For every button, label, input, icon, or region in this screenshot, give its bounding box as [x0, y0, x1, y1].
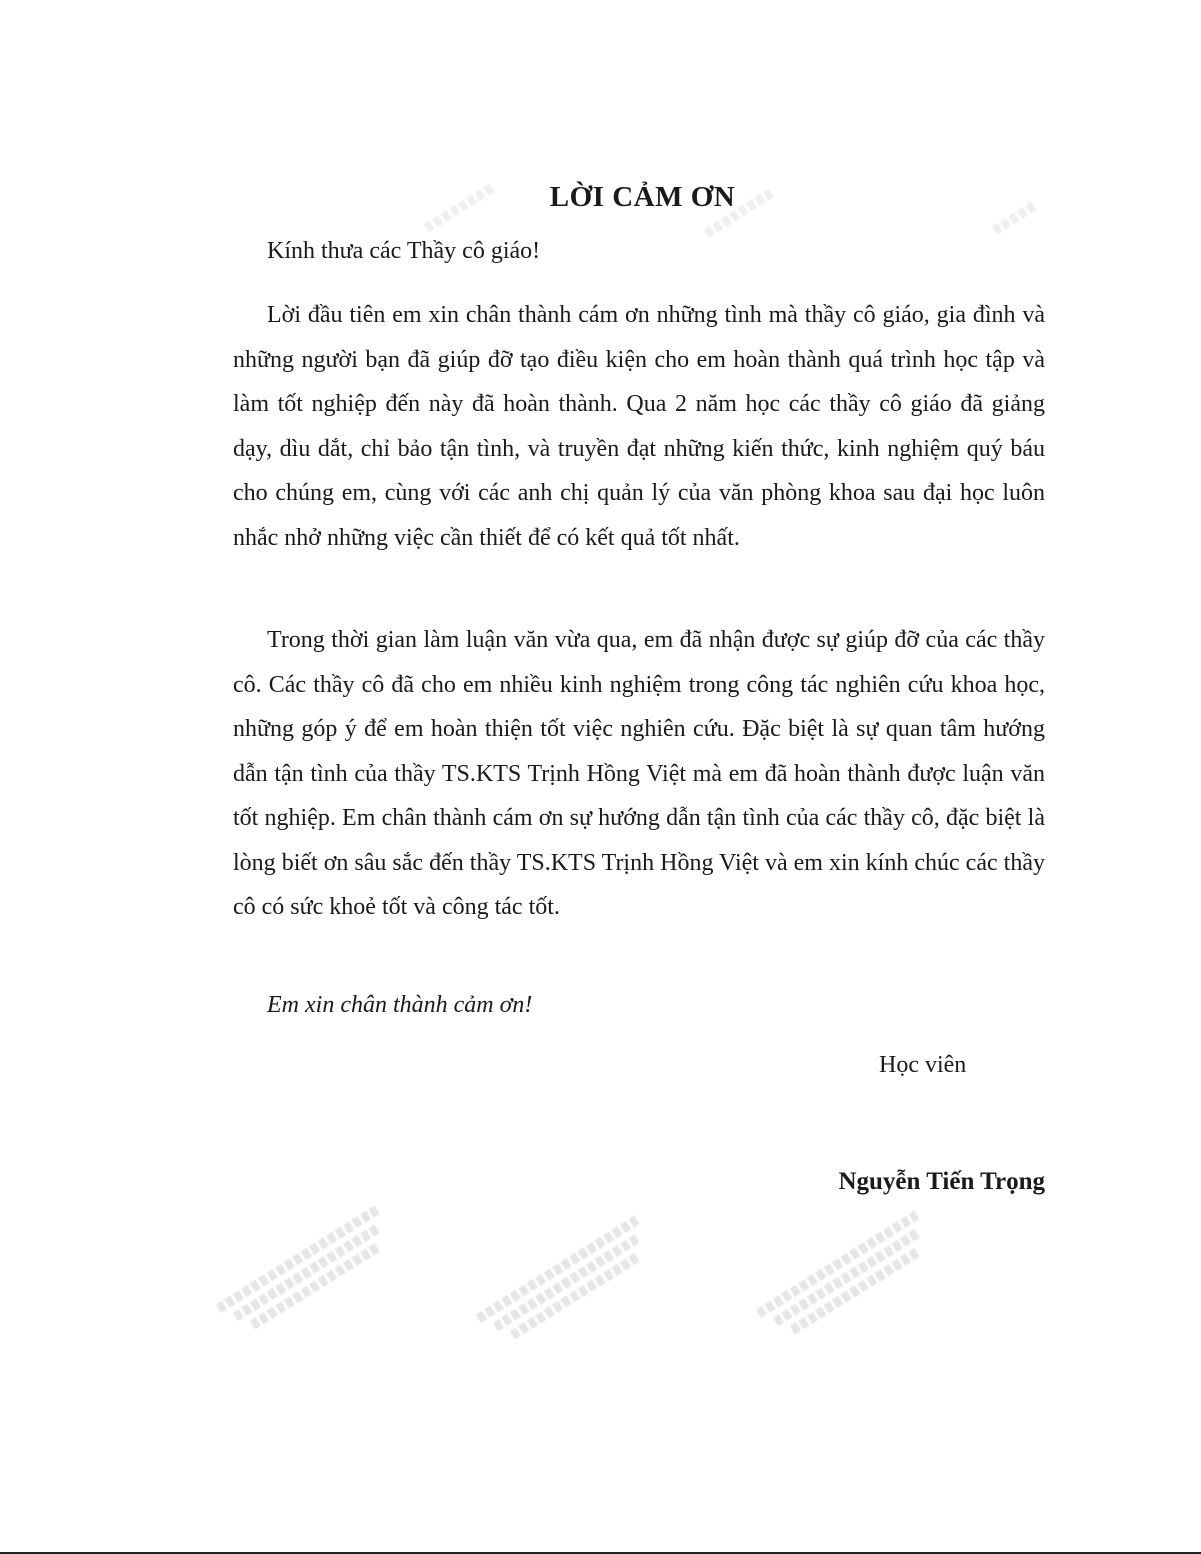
paragraph-2: Trong thời gian làm luận văn vừa qua, em đã nhận được sự giúp đỡ của các thầy cô. Các thầy cô đã cho em nhiều kinh nghiệm trong công tác nghiên cứu khoa học, những góp ý để em hoàn thiện tốt việc nghiên cứu. Đặc biệt là sự quan tâm hướng dẫn tận tình của thầy TS.KTS Trịnh Hồng Việt mà em đã hoàn thành được luận văn tốt nghiệp. Em chân thành cám ơn sự hướng dẫn tận tình của các thầy cô, đặc biệt là lòng biết ơn sâu sắc đến thầy TS.KTS Trịnh Hồng Việt và em xin kính chúc các thầy cô có sức khoẻ tốt và công tác tốt. [233, 627, 1045, 920]
watermark-stamp [744, 1198, 986, 1411]
signer-role: Học viên [879, 1052, 967, 1078]
greeting: Kính thưa các Thầy cô giáo! [267, 238, 541, 264]
watermark-stamp [204, 1193, 446, 1406]
closing-line: Em xin chân thành cảm ơn! [267, 992, 533, 1018]
paragraph-1: Lời đầu tiên em xin chân thành cám ơn những tình mà thầy cô giáo, gia đình và những người bạn đã giúp đỡ tạo điều kiện cho em hoàn thành quá trình học tập và làm tốt nghiệp đến này đã hoàn thành. Qua 2 năm học các thầy cô giáo đã giảng dạy, dìu dắt, chỉ bảo tận tình, và truyền đạt những kiến thức, kinh nghiệm quý báu cho chúng em, cùng với các anh chị quản lý của văn phòng khoa sau đại học luôn nhắc nhở những việc cần thiết để có kết quả tốt nhất. [233, 302, 1045, 551]
page-title: LỜI CẢM ƠN [549, 181, 736, 213]
watermark-stamp [464, 1203, 706, 1416]
signer-name: Nguyễn Tiến Trọng [838, 1168, 1045, 1195]
